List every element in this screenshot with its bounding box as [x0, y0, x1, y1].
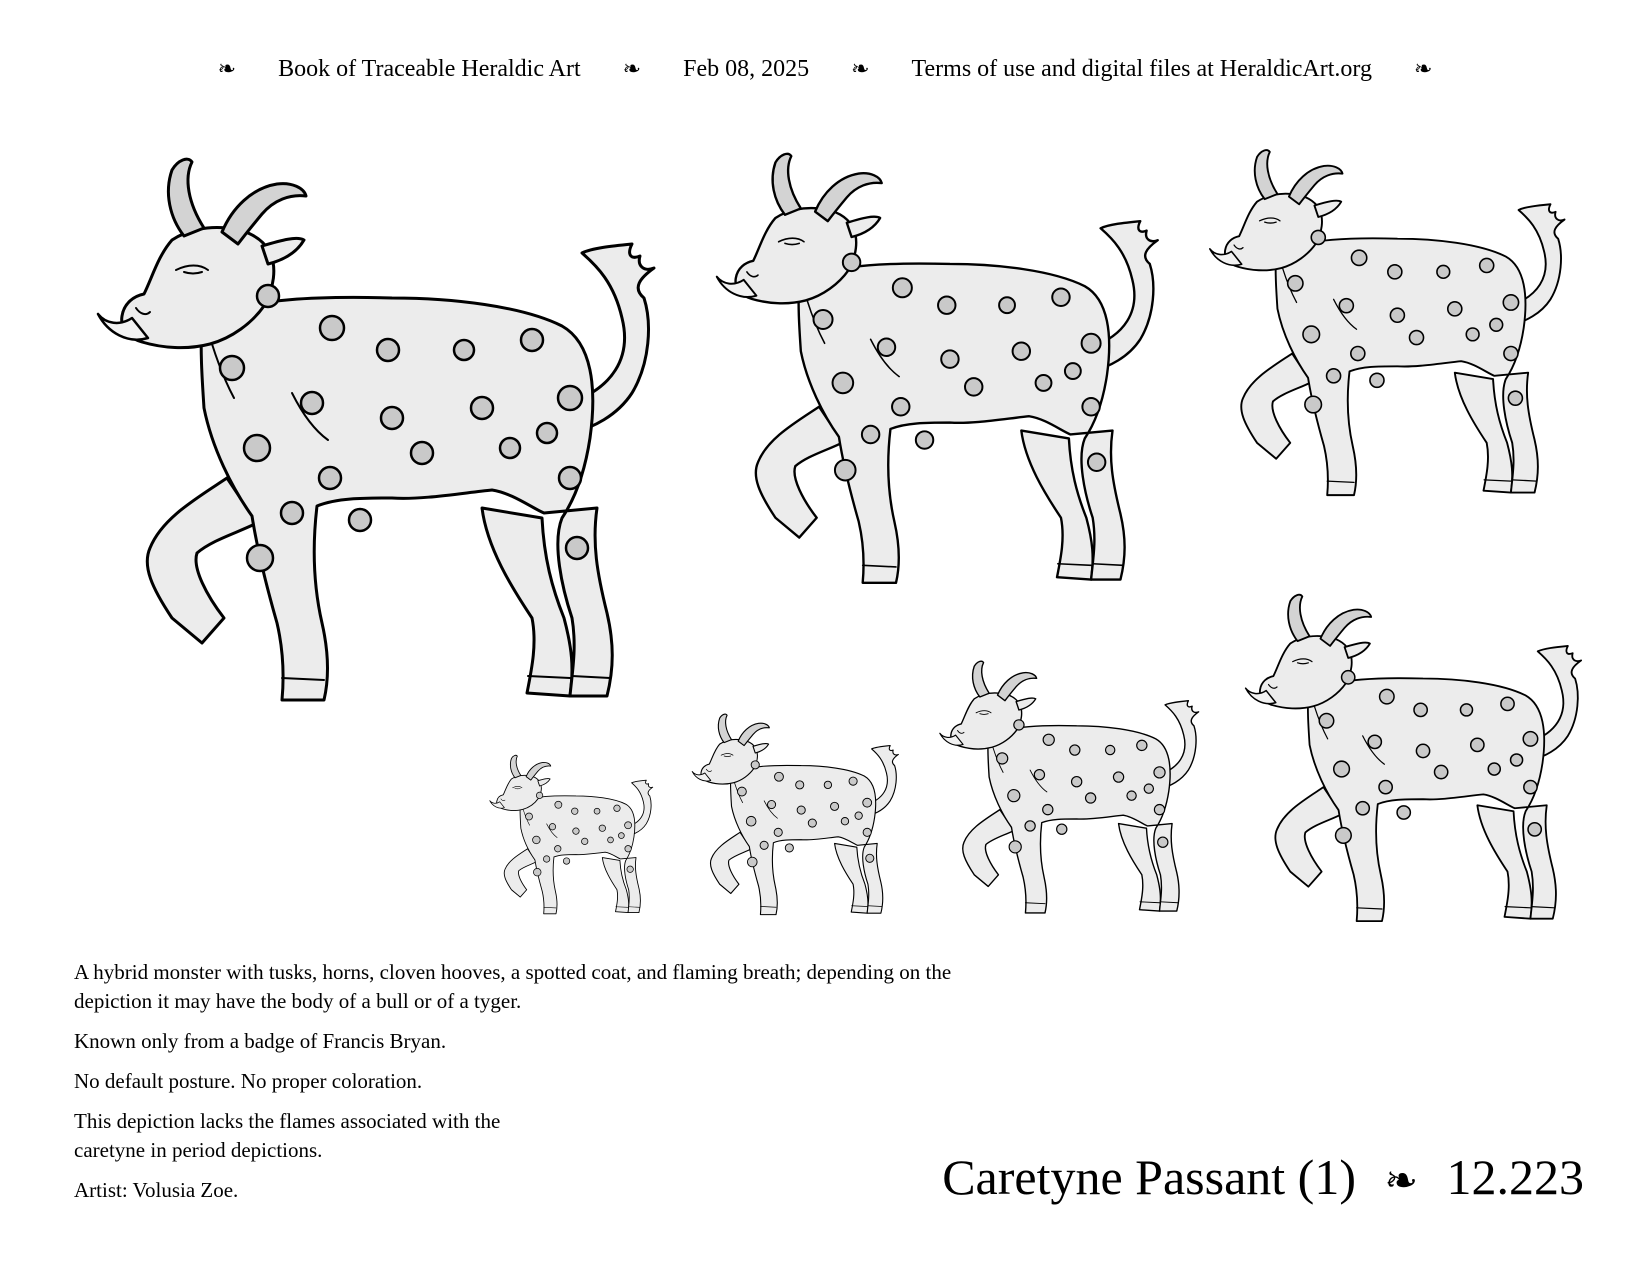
- leaf-ornament-icon: ❧: [622, 56, 642, 81]
- caretyne-tiny-3-illustration: [488, 752, 658, 922]
- caretyne-small-lower-right-illustration: [1242, 588, 1592, 938]
- book-title: Book of Traceable Heraldic Art: [278, 56, 581, 82]
- description-paragraph: No default posture. No proper coloration.: [74, 1069, 423, 1093]
- caretyne-tiny-2-illustration: [690, 710, 905, 925]
- terms-of-use: Terms of use and digital files at HeraldicArt.org: [911, 56, 1372, 82]
- caretyne-medium-illustration: [712, 145, 1172, 605]
- description-paragraph: Known only from a badge of Francis Bryan.: [74, 1029, 447, 1053]
- caretyne-small-right-illustration: [1206, 143, 1576, 513]
- description-paragraph: A hybrid monster with tusks, horns, cloven hooves, a spotted coat, and flaming breath; depending on the depiction it may have the body of a bull or of a tyger.: [74, 960, 952, 1013]
- plate-title: [942, 1148, 1584, 1206]
- caretyne-tiny-1-illustration: [937, 656, 1207, 926]
- plate-name: Caretyne Passant (1): [942, 1149, 1356, 1205]
- artist-credit: Artist: Volusia Zoe.: [74, 1178, 239, 1202]
- page-header: [0, 56, 1650, 83]
- leaf-ornament-icon: ❧: [1384, 1158, 1418, 1203]
- description-block: [74, 958, 1004, 1216]
- leaf-ornament-icon: ❧: [851, 56, 870, 81]
- description-paragraph: This depiction lacks the flames associated with the caretyne in period depictions.: [74, 1109, 501, 1162]
- plate-number: 12.223: [1446, 1149, 1584, 1205]
- leaf-ornament-icon: ❧: [1413, 56, 1433, 81]
- leaf-ornament-icon: ❧: [217, 56, 237, 81]
- caretyne-large-illustration: [92, 148, 672, 728]
- header-date: Feb 08, 2025: [683, 56, 810, 82]
